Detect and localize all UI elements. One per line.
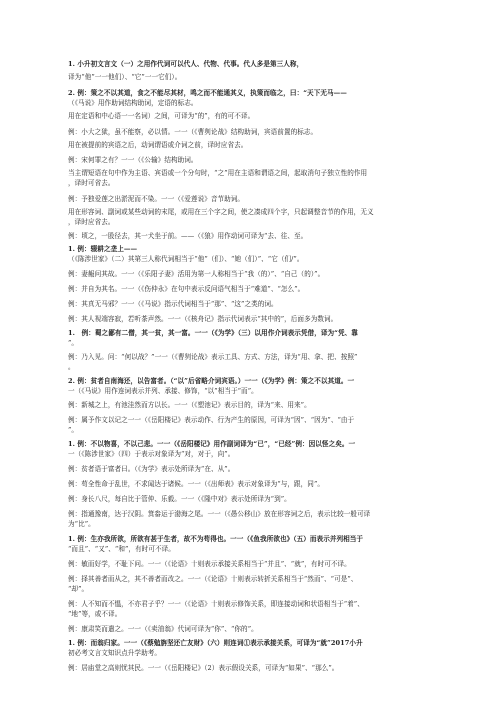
text-line: 用在形容词、副词或某些动词的末尾，或用在三个字之间，使之凑成四个字，只起调整音节的作用，无义	[68, 208, 374, 216]
text-line: 为“比”。	[68, 520, 95, 528]
text-line: “而且”、“又”、“和”，有时可不译。	[68, 545, 175, 553]
text-line: 一（《陈涉世家》（四）于表示对象译为“对，对于，向”。	[68, 450, 235, 458]
text-line: 1. 例：生亦我所欲，所欲有甚于生者，故不为苟得也。一一（《鱼我所欲也》（五）而表示并列相当于	[68, 535, 364, 543]
text-line: ”。	[68, 426, 79, 434]
text-line: ，译时可省去。	[68, 179, 115, 187]
text-line: 例：并自为其名。一一（《伤仲永》在句中表示反问语气相当于“难道”、“怎么”。	[68, 285, 305, 293]
text-line: 例：康肃笑而遣之。一一（《卖油翁》代词可译为“你”、“你的”。	[68, 625, 258, 633]
text-line: “地”等，或不译。	[68, 610, 122, 618]
text-line: 。	[68, 363, 75, 371]
text-line: 初必考文言文知识点升学助考。	[68, 649, 162, 657]
text-line: 一（《马说》用作连词表示并列、承接、修饰，“以”相当于“而”。	[68, 387, 258, 395]
text-line: 例：新城之上，有池洼然而方以长。一一（《塑池记》表示目的，译为“来、用来”。	[68, 401, 311, 409]
text-line: 例：宋何罪之有？一一（《公输》结构助词。	[68, 156, 198, 164]
text-line: 例：人不知而不愠，不亦君子乎？一一（《论语》十则表示修饰关系，即连接动词和状语相当于“着”、	[68, 600, 364, 608]
text-line: 例：妻赧问其故。一一（《乐阳子妻》活用为第一人称相当于“我（的）”、“自己（的）”。	[68, 270, 325, 278]
text-line: 译为“他”一一他们）、“它”一一它们）。	[68, 73, 182, 81]
text-line: 例：贫者语于富者曰。（《为学》表示处所译为“在、从”。	[68, 465, 235, 473]
text-line: ”。	[68, 339, 79, 347]
text-line: 例：顷之，一股径去，其一犬坐于前。——（《狼》用作动词可译为“去、往、至。	[68, 232, 308, 240]
text-line: 用在定语和中心语一一名词）之间，可译为“的”，有的可不译。	[68, 112, 255, 120]
text-line: 1. 例：辍耕之垄上——	[68, 245, 138, 253]
text-line: 1. 例：蜀之鄙有二僧，其一贫，其一富。一一（《为学》（三）以用作介词表示凭借，译为“凭、靠	[68, 329, 358, 337]
text-line: 1. 例：不以物喜，不以己悲。一一（《岳阳楼记》用作副词译为“已”，“已经”例：因以怪之矣。一	[68, 440, 356, 448]
text-line: 例：指通豫南，达于汉阴。箕畚运于渤海之尾。一一（《愚公移山》放在形容词之后，表示比较一般可译	[68, 510, 371, 518]
text-line: 1. 例：而翁归家。一一（《蔡勉旃坚还亡友财》（六）则连词①表示承接关系，可译为“就”2017小升	[68, 639, 363, 647]
text-line: 例：其人视端容寂，若听茶声然。一一（《核舟记》指示代词表示“其中的”，后面多为数词。	[68, 315, 338, 323]
text-line: 例：择其善者而从之，其不善者而改之。一一（《论语》十则表示转折关系相当于“然而”、“可是”、	[68, 575, 358, 583]
text-line: 例：予独爱莲之出淤泥而不染。一一（《爱莲说》音节助词。	[68, 195, 245, 203]
text-line: 例：属予作文以记之一一（《岳阳楼记》表示动作、行为产生的原因，可译为“因”、“因为”、“由于	[68, 416, 355, 424]
text-line: （《陈涉世家》（二）其第三人称代词相当于“他”（们）、“她（们）”、“它（们/”。	[68, 255, 304, 263]
text-line: 2. 例：策之不以其道，食之不能尽其材，鸣之而不能通其义，执策而临之，曰：“天下无马——	[68, 89, 347, 97]
text-line: “却”。	[68, 585, 89, 593]
text-line: 例：苟全性命于乱世，不求闻达于诸候。一一（《出师表》表示对象译为“与，跟，同”。	[68, 480, 325, 488]
text-line: 当主谓短语在句中作为主语、宾语或一个分句时，“之”用在主语和谓语之间，起取消句子独立性的作用	[68, 169, 368, 177]
text-line: 例：敏而好学，不耻下问。一一（《论语》十则表示承接关系相当于“并且”、“就”，有时可不译。	[68, 560, 351, 568]
text-line: ，译时应省去。	[68, 218, 115, 226]
text-line: 例：其真无马邪？一一（《马说》指示代词相当于“那”、“这”之类的词。	[68, 300, 278, 308]
text-line: 2. 例：贫者自南海还，以告富者。（“以”后省略介词宾语。）一一（《为学》例：策之不以其道。一	[68, 377, 355, 385]
text-line: 例：乃入见。问：“何以战？”一一（《曹刿论战》表示工具、方式、方法，译为“用、拿、把、按照”	[68, 353, 358, 361]
text-line: 例：居庙堂之高则忧其民。一一（《岳阳楼记》（2）表示假设关系，可译为“如果”、“那么”。	[68, 664, 339, 672]
text-line: 例：身长八尺，每自比于管仲、乐毅。一一（《隆中对》表示处所译为“到”。	[68, 495, 291, 503]
text-line: 1. 小升初文言文（一）之用作代词可以代人、代物、代事。代人多是第三人称，	[68, 60, 304, 68]
text-line: 用在被提前的宾语之后，动词谓语或介词之前，译时应省去。	[68, 141, 248, 149]
text-line: 例：小大之狱，虽不能察，必以情。一一（《曹刿论战》结构助词，宾语前置的标志。	[68, 128, 318, 136]
text-line: （《马说》用作助词结构助词，定语的标志。	[68, 99, 198, 107]
